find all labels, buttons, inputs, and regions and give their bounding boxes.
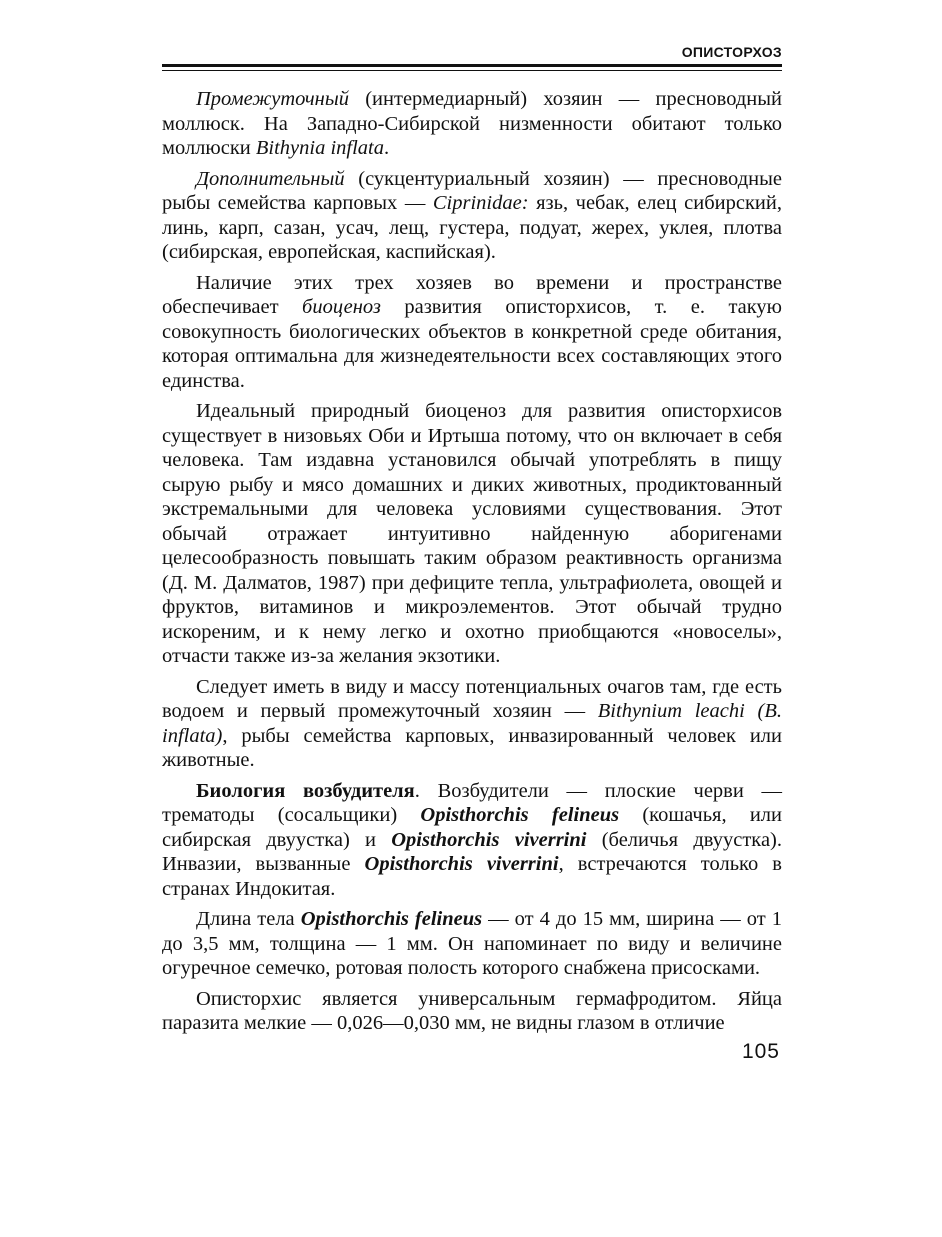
paragraph-biocenosis <box>162 271 782 394</box>
term-additional: Дополнительный <box>196 167 345 190</box>
paragraph-text: Длина тела <box>196 908 301 930</box>
paragraph-text: язь, чебак, елец сибирский, линь, карп, сазан, усач, лещ, густера, подуат, жерех, уклея, плотва (сибирская, европейская, каспийская). <box>162 192 782 263</box>
paragraph-text: — от 4 до 15 мм, ширина — от 1 до 3,5 мм, толщина — 1 мм. Он напоминает по виду и величине огуречное семечко, ротовая полость которого снабжена присосками. <box>162 908 783 979</box>
paragraph-potential-foci <box>162 675 782 773</box>
paragraph-text: . Возбудители — плоские черви — трематоды (сосальщики) <box>162 779 782 826</box>
species-name: Bithynium leachi (B. inflata) <box>162 700 782 747</box>
page-number: 105 <box>741 1040 780 1063</box>
species-name: Opisthorchis viverrini <box>391 828 587 851</box>
species-name: Bithynia inflata <box>255 137 385 159</box>
paragraph-additional-host <box>162 167 782 265</box>
paragraph-body-size <box>162 907 782 981</box>
term-biocenosis: биоценоз <box>302 296 381 318</box>
paragraph-text: (сукцентуриальный хозяин) — пресноводные рыбы семейства карповых — <box>162 167 782 214</box>
paragraph-hermaphrodite: Описторхис является универсальным гермафродитом. Яйца паразита мелкие — 0,026—0,030 мм, не видны глазом в отличие <box>162 987 782 1034</box>
page-header <box>162 44 782 68</box>
paragraph-pathogen-biology <box>162 779 782 902</box>
paragraph-text: развития описторхисов, т. е. такую совокупность биологических объектов в конкретной среде обитания, которая оптимальна для жизнедеятельности всех составляющих этого единства. <box>162 296 782 392</box>
header-rule-thin <box>162 70 782 71</box>
species-name: Opisthorchis viverrini <box>364 853 559 875</box>
section-heading: Биология возбудителя <box>196 779 415 802</box>
paragraph-text: , рыбы семейства карповых, инвазированный человек или животные. <box>162 724 782 771</box>
paragraph-intermediate-host <box>162 87 782 161</box>
header-rule <box>162 64 782 67</box>
family-name: Ciprinidae: <box>432 192 529 214</box>
paragraph-text: (беличья двуустка). Инвазии, вызванные <box>162 828 782 875</box>
term-intermediate: Промежуточный <box>196 88 349 110</box>
body-text <box>162 87 782 1042</box>
paragraph-text: . <box>384 137 390 159</box>
paragraph-text: Наличие этих трех хозяев во времени и пространстве обеспечивает <box>162 271 782 318</box>
paragraph-text: , встречаются только в странах Индокитая. <box>162 853 782 900</box>
running-title: ОПИСТОРХОЗ <box>681 44 782 60</box>
species-name: Opisthorchis felineus <box>300 908 483 930</box>
paragraph-natural-biocenosis: Идеальный природный биоценоз для развития описторхисов существует в низовьях Оби и Иртыша потому, что он включает в себя человека. Там издавна установился обычай употреблять в пищу сырую рыбу и мясо домашних и диких животных, продиктованный экстремальными для человека условиями существования. Этот обычай отражает интуитивно найденную аборигенами целесообразность повышать таким образом реактивность организма (Д. М. Далматов, 1987) при дефиците тепла, ультрафиолета, овощей и фруктов, витаминов и микроэлементов. Этот обычай трудно искореним, и к нему легко и охотно приобщаются «новоселы», отчасти также из-за желания экзотики. <box>162 400 782 667</box>
paragraph-text: Следует иметь в виду и массу потенциальных очагов там, где есть водоем и первый промежуточный хозяин — <box>162 675 782 722</box>
paragraph-text: (интермедиарный) хозяин — пресноводный моллюск. На Западно-Сибирской низменности обитают только моллюски <box>162 88 782 159</box>
species-name: Opisthorchis felineus <box>420 804 620 826</box>
paragraph-text: (кошачья, или сибирская двуустка) и <box>162 804 783 851</box>
